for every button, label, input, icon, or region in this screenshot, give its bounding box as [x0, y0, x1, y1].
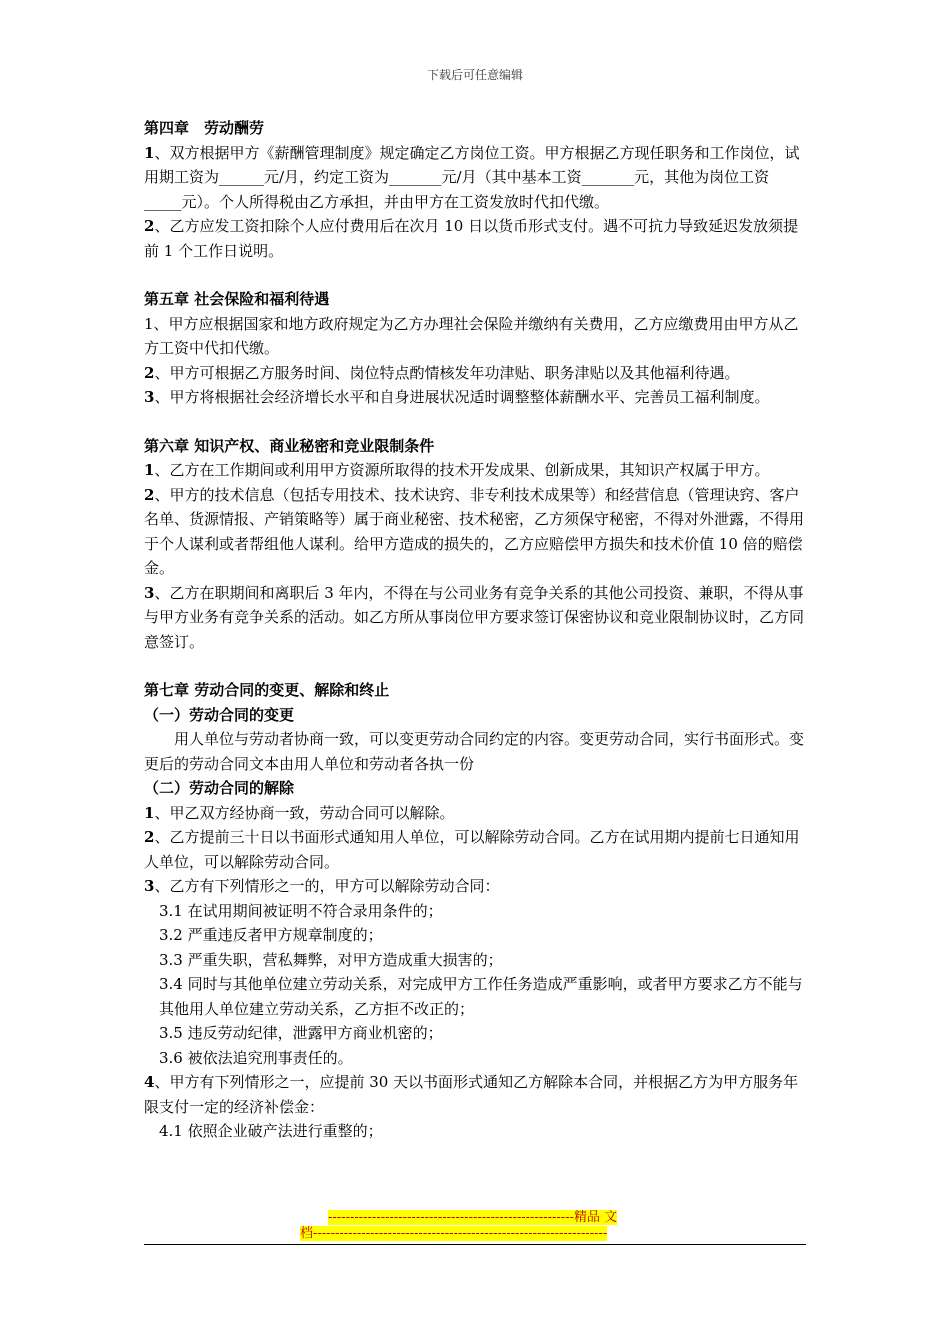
para-number: 2: [144, 217, 155, 235]
chapter-7-para-3: [144, 874, 806, 899]
document-body: [144, 116, 806, 1144]
para-text: 、乙方应发工资扣除个人应付费用后在次月 10 日以货币形式支付。遇不可抗力导致延迟发放须提前 1 个工作日说明。: [144, 217, 799, 260]
page-header: 下载后可任意编辑: [426, 68, 523, 82]
chapter-5: [144, 287, 806, 410]
para-number: 2: [144, 363, 155, 382]
para-number: 1: [144, 803, 155, 822]
para-number: 3: [144, 583, 155, 602]
list-item: 3.6 被依法追究刑事责任的。: [159, 1048, 353, 1067]
chapter-5-para-2: [144, 361, 806, 386]
list-item: 3.1 在试用期间被证明不符合录用条件的；: [159, 901, 443, 920]
para-number: 3: [144, 388, 155, 406]
footer-line-2: 档-------------------------------------------------------------------: [300, 1226, 608, 1241]
para-text: 、乙方在工作期间或利用甲方资源所取得的技术开发成果、创新成果，其知识产权属于甲方。: [154, 461, 770, 479]
chapter-7-para-4: [144, 1070, 806, 1119]
list-item: 3.5 违反劳动纪律，泄露甲方商业机密的；: [159, 1024, 443, 1042]
chapter-7-para-2: [144, 825, 806, 874]
chapter-4-title: 第四章 劳动酬劳: [144, 119, 265, 137]
para-text: 、双方根据甲方《薪酬管理制度》规定确定乙方岗位工资。甲方根据乙方现任职务和工作岗位，试用期工资为______元/月，约定工资为_______元/月（其中基本工资_______元，其他为岗位工资_____元）。个人所得税由乙方承担，并由甲方在工资发放时代扣代缴。: [144, 143, 800, 211]
chapter-4: [144, 116, 806, 263]
para-number: 2: [144, 485, 155, 504]
para-number: 2: [144, 828, 155, 846]
chapter-6-para-2: [144, 483, 806, 581]
chapter-5-para-3: [144, 385, 806, 410]
chapter-5-para-1: 1、甲方应根据国家和地方政府规定为乙方办理社会保险并缴纳有关费用，乙方应缴费用由甲方从乙方工资中代扣代缴。: [144, 314, 799, 357]
section-1-text: 用人单位与劳动者协商一致，可以变更劳动合同约定的内容。变更劳动合同，实行书面形式。变更后的劳动合同文本由用人单位和劳动者各执一份: [144, 730, 805, 773]
chapter-6-para-1: [144, 458, 806, 483]
para-number: 4: [144, 1073, 155, 1091]
para-text: 、乙方在职期间和离职后 3 年内，不得在与公司业务有竞争关系的其他公司投资、兼职，不得从事与甲方业务有竞争关系的活动。如乙方所从事岗位甲方要求签订保密协议和竞业限制协议时，乙方同意签订。: [144, 583, 805, 651]
para-text: 、乙方有下列情形之一的，甲方可以解除劳动合同：: [154, 877, 500, 895]
list-item: 3.4 同时与其他单位建立劳动关系，对完成甲方工作任务造成严重影响，或者甲方要求乙方不能与其他用人单位建立劳动关系，乙方拒不改正的；: [159, 975, 803, 1018]
list-item: 4.1 依照企业破产法进行重整的；: [159, 1122, 383, 1140]
chapter-6-title: 第六章 知识产权、商业秘密和竞业限制条件: [144, 436, 435, 455]
list-item: 3.3 严重失职，营私舞弊，对甲方造成重大损害的；: [159, 950, 503, 969]
footer-rule: [144, 1244, 806, 1245]
chapter-6: [144, 434, 806, 655]
chapter-7-para-1: [144, 801, 806, 826]
list-item: 3.2 严重违反者甲方规章制度的；: [159, 926, 383, 944]
para-text: 、甲方有下列情形之一，应提前 30 天以书面形式通知乙方解除本合同，并根据乙方为甲方服务年限支付一定的经济补偿金：: [144, 1073, 799, 1116]
chapter-4-para-2: [144, 214, 806, 263]
chapter-7-title: 第七章 劳动合同的变更、解除和终止: [144, 681, 390, 699]
para-number: 3: [144, 877, 155, 895]
para-text: 、甲方的技术信息（包括专用技术、技术诀窍、非专利技术成果等）和经营信息（管理诀窍、客户名单、货源情报、产销策略等）属于商业秘密、技术秘密，乙方须保守秘密，不得对外泄露，不得用于个人谋利或者帮组他人谋利。给甲方造成的损失的，乙方应赔偿甲方损失和技术价值 10 倍的赔偿金。: [144, 485, 805, 577]
para-number: 1: [144, 461, 155, 479]
para-number: 1: [144, 143, 155, 162]
para-text: 、甲乙双方经协商一致，劳动合同可以解除。: [154, 803, 455, 822]
section-1-title: （一）劳动合同的变更: [144, 705, 295, 724]
chapter-4-para-1: [144, 141, 806, 215]
footer-watermark: [300, 1210, 650, 1242]
para-text: 、甲方可根据乙方服务时间、岗位特点酌情核发年功津贴、职务津贴以及其他福利待遇。: [154, 363, 740, 382]
footer-line-1: --------------------------------------------------------精品 文: [328, 1210, 618, 1225]
chapter-5-title: 第五章 社会保险和福利待遇: [144, 290, 330, 308]
chapter-6-para-3: [144, 581, 806, 655]
para-text: 、乙方提前三十日以书面形式通知用人单位，可以解除劳动合同。乙方在试用期内提前七日通知用人单位，可以解除劳动合同。: [144, 828, 800, 871]
chapter-7: [144, 678, 806, 1144]
para-text: 、甲方将根据社会经济增长水平和自身进展状况适时调整整体薪酬水平、完善员工福利制度。: [154, 388, 770, 406]
section-2-title: （二）劳动合同的解除: [144, 779, 295, 797]
